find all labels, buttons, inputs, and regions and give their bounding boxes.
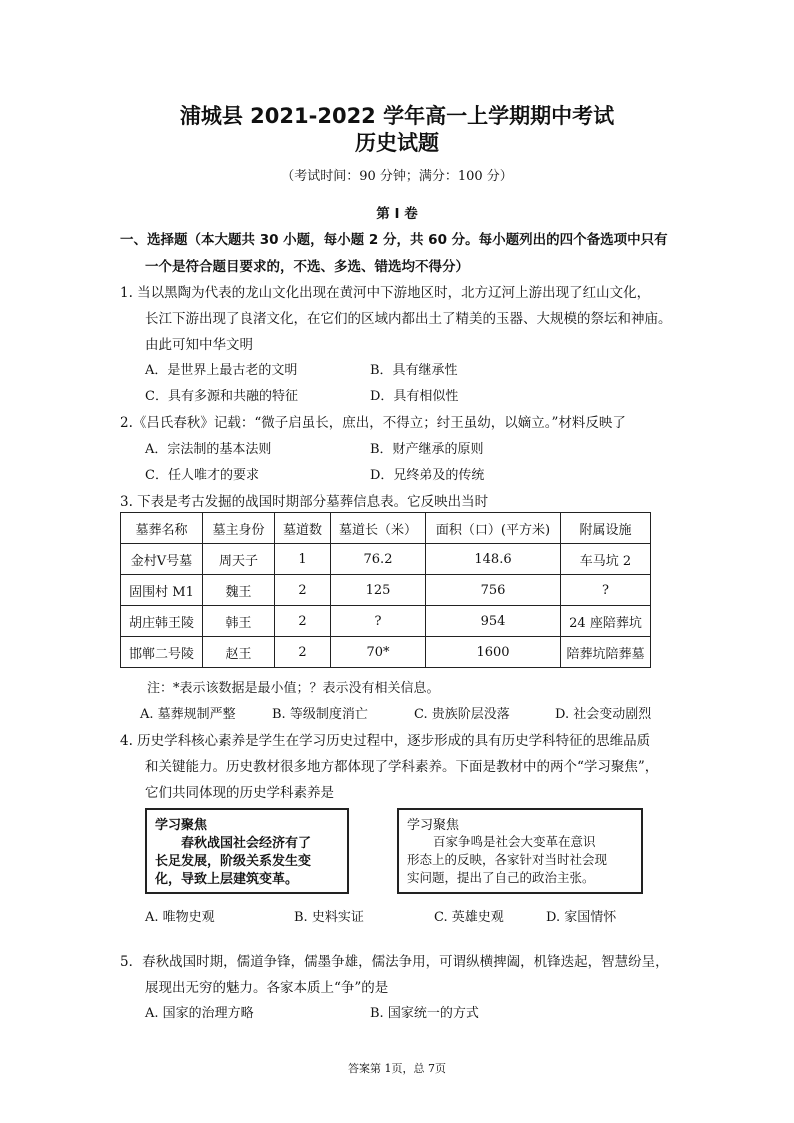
table-header-cell: 墓主身份 — [203, 513, 275, 544]
q4-option-d: D. 家国情怀 — [546, 910, 617, 925]
table-cell: 邯郸二号陵 — [121, 637, 203, 668]
box-title: 学习聚焦 — [407, 818, 460, 833]
study-focus-box-1 — [145, 808, 349, 894]
q3-option-c: C. 贵族阶层没落 — [414, 707, 510, 722]
q4-option-b: B. 史料实证 — [294, 910, 364, 925]
table-cell: ? — [561, 575, 651, 606]
q2-stem: 2.《吕氏春秋》记载：“微子启虽长，庶出，不得立；纣王虽幼，以嫡立。”材料反映了 — [120, 415, 626, 431]
table-cell: 2 — [275, 606, 331, 637]
table-row — [121, 575, 651, 606]
table-header-row — [121, 513, 651, 544]
q1-stem: 由此可知中华文明 — [145, 337, 253, 353]
table-cell: 2 — [275, 575, 331, 606]
q4-option-a: A. 唯物史观 — [145, 910, 215, 925]
table-cell: 胡庄韩王陵 — [121, 606, 203, 637]
table-cell: 固围村 M1 — [121, 575, 203, 606]
table-header-cell: 墓道长（米） — [331, 513, 426, 544]
tomb-info-table — [120, 512, 651, 668]
table-cell: 70* — [331, 637, 426, 668]
table-header-cell: 面积（口）(平方米) — [426, 513, 561, 544]
q3-option-a: A. 墓葬规制严整 — [140, 707, 236, 722]
table-cell: 1 — [275, 544, 331, 575]
q1-option-c: C．具有多源和共融的特征 — [145, 389, 298, 404]
table-row — [121, 544, 651, 575]
table-cell: 车马坑 2 — [561, 544, 651, 575]
box-line: 化，导致上层建筑变革。 — [155, 872, 299, 887]
q1-stem: 1. 当以黑陶为代表的龙山文化出现在黄河中下游地区时，北方辽河上游出现了红山文化， — [120, 285, 651, 301]
q3-stem: 3. 下表是考古发掘的战国时期部分墓葬信息表。它反映出当时 — [120, 494, 489, 510]
q3-option-b: B. 等级制度消亡 — [272, 707, 368, 722]
table-cell: 125 — [331, 575, 426, 606]
table-cell: 756 — [426, 575, 561, 606]
table-cell: 1600 — [426, 637, 561, 668]
q4-stem: 它们共同体现的历史学科素养是 — [145, 785, 334, 801]
box-line: 百家争鸣是社会大变革在意识 — [433, 834, 596, 849]
table-cell: ? — [331, 606, 426, 637]
exam-info: （考试时间：90 分钟；满分：100 分） — [281, 169, 513, 184]
table-header-cell: 附属设施 — [561, 513, 651, 544]
q1-option-a: A．是世界上最古老的文明 — [145, 363, 298, 378]
volume-label: 第 I 卷 — [376, 206, 418, 222]
q2-option-c: C．任人唯才的要求 — [145, 468, 259, 483]
q1-option-b: B．具有继承性 — [370, 363, 458, 378]
q4-stem: 和关键能力。历史教材很多地方都体现了学科素养。下面是教材中的两个“学习聚焦”， — [145, 759, 659, 775]
table-row — [121, 606, 651, 637]
table-header-cell: 墓葬名称 — [121, 513, 203, 544]
q1-stem: 长江下游出现了良渚文化，在它们的区域内都出土了精美的玉器、大规模的祭坛和神庙。 — [145, 311, 672, 327]
exam-title: 浦城县 2021-2022 学年高一上学期期中考试 — [179, 104, 615, 128]
q5-option-a: A. 国家的治理方略 — [145, 1006, 254, 1021]
page-footer: 答案第 1页，总 7页 — [348, 1062, 446, 1075]
table-cell: 赵王 — [203, 637, 275, 668]
table-row — [121, 637, 651, 668]
table-cell: 周天子 — [203, 544, 275, 575]
study-focus-box-2 — [397, 808, 643, 894]
box-line: 春秋战国社会经济有了 — [181, 836, 312, 851]
q1-option-d: D．具有相似性 — [370, 389, 459, 404]
q2-option-a: A．宗法制的基本法则 — [145, 442, 272, 457]
q3-table-note: 注：*表示该数据是最小值；？表示没有相关信息。 — [147, 681, 440, 696]
section-heading-cont: 一个是符合题目要求的，不选、多选、错选均不得分） — [145, 259, 469, 275]
q5-stem: 5．春秋战国时期，儒道争锋，儒墨争雄，儒法争用，可谓纵横捭阖，机锋迭起，智慧纷呈， — [120, 954, 669, 970]
box-line: 形态上的反映，各家针对当时社会现 — [407, 852, 608, 867]
box-line: 实问题，提出了自己的政治主张。 — [407, 870, 595, 885]
table-cell: 韩王 — [203, 606, 275, 637]
q2-option-b: B．财产继承的原则 — [370, 442, 484, 457]
table-cell: 76.2 — [331, 544, 426, 575]
table-cell: 陪葬坑陪葬墓 — [561, 637, 651, 668]
section-heading: 一、选择题（本大题共 30 小题，每小题 2 分，共 60 分。每小题列出的四个备选项中只有 — [120, 232, 668, 248]
exam-subject: 历史试题 — [355, 131, 439, 155]
table-cell: 金村Ⅴ号墓 — [121, 544, 203, 575]
q5-option-b: B. 国家统一的方式 — [370, 1006, 479, 1021]
q5-stem: 展现出无穷的魅力。各家本质上“争”的是 — [145, 980, 389, 996]
table-header-cell: 墓道数 — [275, 513, 331, 544]
table-cell: 魏王 — [203, 575, 275, 606]
q2-option-d: D．兄终弟及的传统 — [370, 468, 485, 483]
q3-option-d: D. 社会变动剧烈 — [555, 707, 652, 722]
q4-option-c: C. 英雄史观 — [434, 910, 504, 925]
table-cell: 148.6 — [426, 544, 561, 575]
box-line: 长足发展，阶级关系发生变 — [155, 854, 312, 869]
table-cell: 24 座陪葬坑 — [561, 606, 651, 637]
q4-stem: 4. 历史学科核心素养是学生在学习历史过程中，逐步形成的具有历史学科特征的思维品质 — [120, 733, 651, 749]
table-cell: 954 — [426, 606, 561, 637]
table-cell: 2 — [275, 637, 331, 668]
box-title: 学习聚焦 — [155, 818, 208, 833]
